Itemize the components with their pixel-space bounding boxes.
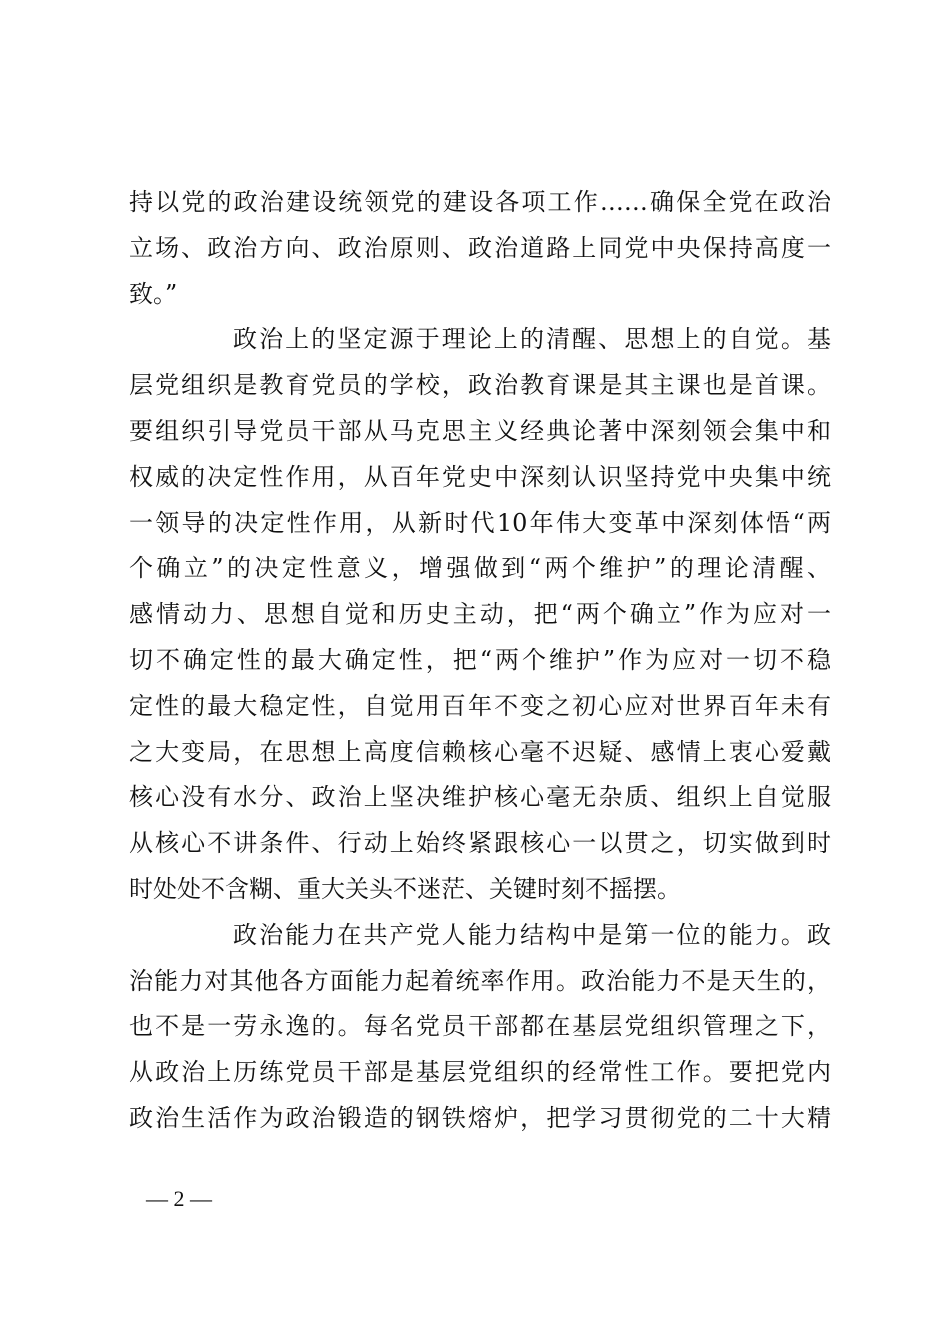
document-body — [129, 180, 831, 1142]
text-line: 从核心不讲条件、行动上始终紧跟核心一以贯之，切实做到时 — [129, 829, 831, 858]
text-line: 立场、政治方向、政治原则、政治道路上同党中央保持高度一 — [129, 233, 831, 262]
text-line: 持以党的政治建设统领党的建设各项工作……确保全党在政治 — [129, 188, 831, 216]
text-line: 政治生活作为政治锻造的钢铁熔炉，把学习贯彻党的二十大精 — [129, 1103, 831, 1132]
text-line: 核心没有水分、政治上坚决维护核心毫无杂质、组织上自觉服 — [129, 783, 831, 812]
text-line: 时处处不含糊、重大关头不迷茫、关键时刻不摇摆。 — [129, 874, 681, 903]
text-line: 也不是一劳永逸的。每名党员干部都在基层党组织管理之下， — [129, 1012, 831, 1041]
text-line: 治能力对其他各方面能力起着统率作用。政治能力不是天生的， — [129, 966, 831, 995]
text-line: 切不确定性的最大确定性，把“两个维护”作为应对一切不稳 — [129, 645, 831, 674]
text-line: 感情动力、思想自觉和历史主动，把“两个确立”作为应对一 — [129, 600, 831, 629]
text-line: 权威的决定性作用，从百年党史中深刻认识坚持党中央集中统 — [129, 462, 831, 491]
text-line: 层党组织是教育党员的学校，政治教育课是其主课也是首课。 — [129, 371, 831, 400]
page-number: — 2 — — [146, 1186, 212, 1211]
text-line: 个确立”的决定性意义，增强做到“两个维护”的理论清醒、 — [129, 554, 831, 583]
text-line: 一领导的决定性作用，从新时代10年伟大变革中深刻体悟“两 — [129, 508, 831, 537]
text-line: 从政治上历练党员干部是基层党组织的经常性工作。要把党内 — [129, 1058, 831, 1087]
paragraph-first-line: 政治能力在共产党人能力结构中是第一位的能力。政 — [233, 920, 831, 949]
text-line: 要组织引导党员干部从马克思主义经典论著中深刻领会集中和 — [129, 416, 831, 445]
paragraph-first-line: 政治上的坚定源于理论上的清醒、思想上的自觉。基 — [233, 325, 831, 354]
text-line: 定性的最大稳定性，自觉用百年不变之初心应对世界百年未有 — [129, 691, 831, 720]
text-line: 致。” — [129, 279, 178, 308]
text-line: 之大变局，在思想上高度信赖核心毫不迟疑、感情上衷心爱戴 — [129, 737, 831, 766]
